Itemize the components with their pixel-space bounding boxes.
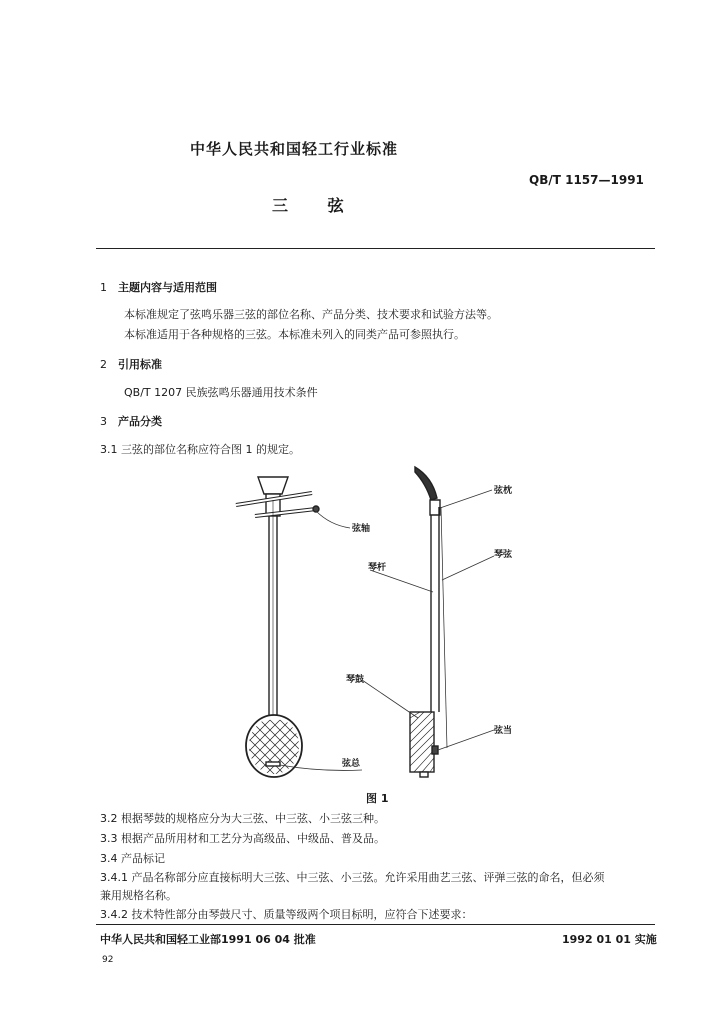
clause-3-3: 3.3 根据产品所用材和工艺分为高级品、中级品、普及品。 (100, 832, 385, 845)
standard-organization: 中华人民共和国轻工行业标准 (190, 140, 399, 158)
side-foot (420, 772, 428, 777)
section-3-number: 3 (100, 415, 107, 428)
label-xianzhen: 弦枕 (494, 486, 513, 496)
label-qinxian: 琴弦 (494, 550, 513, 560)
section-1-title: 主题内容与适用范围 (118, 281, 217, 294)
side-string (441, 507, 447, 748)
section-2-number: 2 (100, 358, 107, 371)
section-2-title: 引用标准 (118, 358, 162, 371)
leader-xianzhou (316, 511, 350, 528)
leader-qingu (362, 680, 418, 718)
clause-3-4-1-line-2: 兼用规格名称。 (100, 889, 177, 902)
leader-qingan (370, 570, 433, 592)
pegbox-head (258, 477, 288, 494)
leader-qinxian (442, 556, 494, 580)
section-2-reference: QB/T 1207 民族弦鸣乐器通用技术条件 (124, 386, 318, 399)
clause-3-4: 3.4 产品标记 (100, 852, 165, 865)
side-head (415, 467, 437, 500)
figure-caption: 图 1 (366, 792, 389, 805)
section-1-paragraph-1: 本标准规定了弦鸣乐器三弦的部位名称、产品分类、技术要求和试验方法等。 (124, 308, 498, 321)
approval-date: 中华人民共和国轻工业部1991 06 04 批准 (100, 933, 316, 946)
label-xianzong: 弦总 (342, 759, 361, 769)
label-xiandang: 弦当 (494, 726, 513, 736)
page-number: 92 (102, 955, 114, 965)
clause-3-4-2: 3.4.2 技术特性部分由琴鼓尺寸、质量等级两个项目标明，应符合下述要求： (100, 908, 473, 921)
standard-code: QB/T 1157—1991 (529, 173, 644, 187)
side-bridge (432, 746, 438, 754)
leader-xianzhen (440, 490, 492, 508)
section-1-number: 1 (100, 281, 107, 294)
label-qingu: 琴鼓 (346, 675, 365, 685)
section-3-title: 产品分类 (118, 415, 162, 428)
clause-3-4-1-line-1: 3.4.1 产品名称部分应直接标明大三弦、中三弦、小三弦。允许采用曲艺三弦、评弹三弦的命名，但必须 (100, 871, 605, 884)
implementation-date: 1992 01 01 实施 (562, 933, 657, 946)
document-title: 三 弦 (272, 196, 344, 215)
clause-3-1: 3.1 三弦的部位名称应符合图 1 的规定。 (100, 443, 300, 456)
section-1-paragraph-2: 本标准适用于各种规格的三弦。本标准未列入的同类产品可参照执行。 (124, 328, 465, 341)
label-qingan: 琴杆 (368, 563, 387, 573)
clause-3-2: 3.2 根据琴鼓的规格应分为大三弦、中三弦、小三弦三种。 (100, 812, 385, 825)
label-xianzhou: 弦轴 (352, 524, 371, 534)
footer-rule (96, 924, 655, 925)
tailpiece (266, 762, 280, 766)
